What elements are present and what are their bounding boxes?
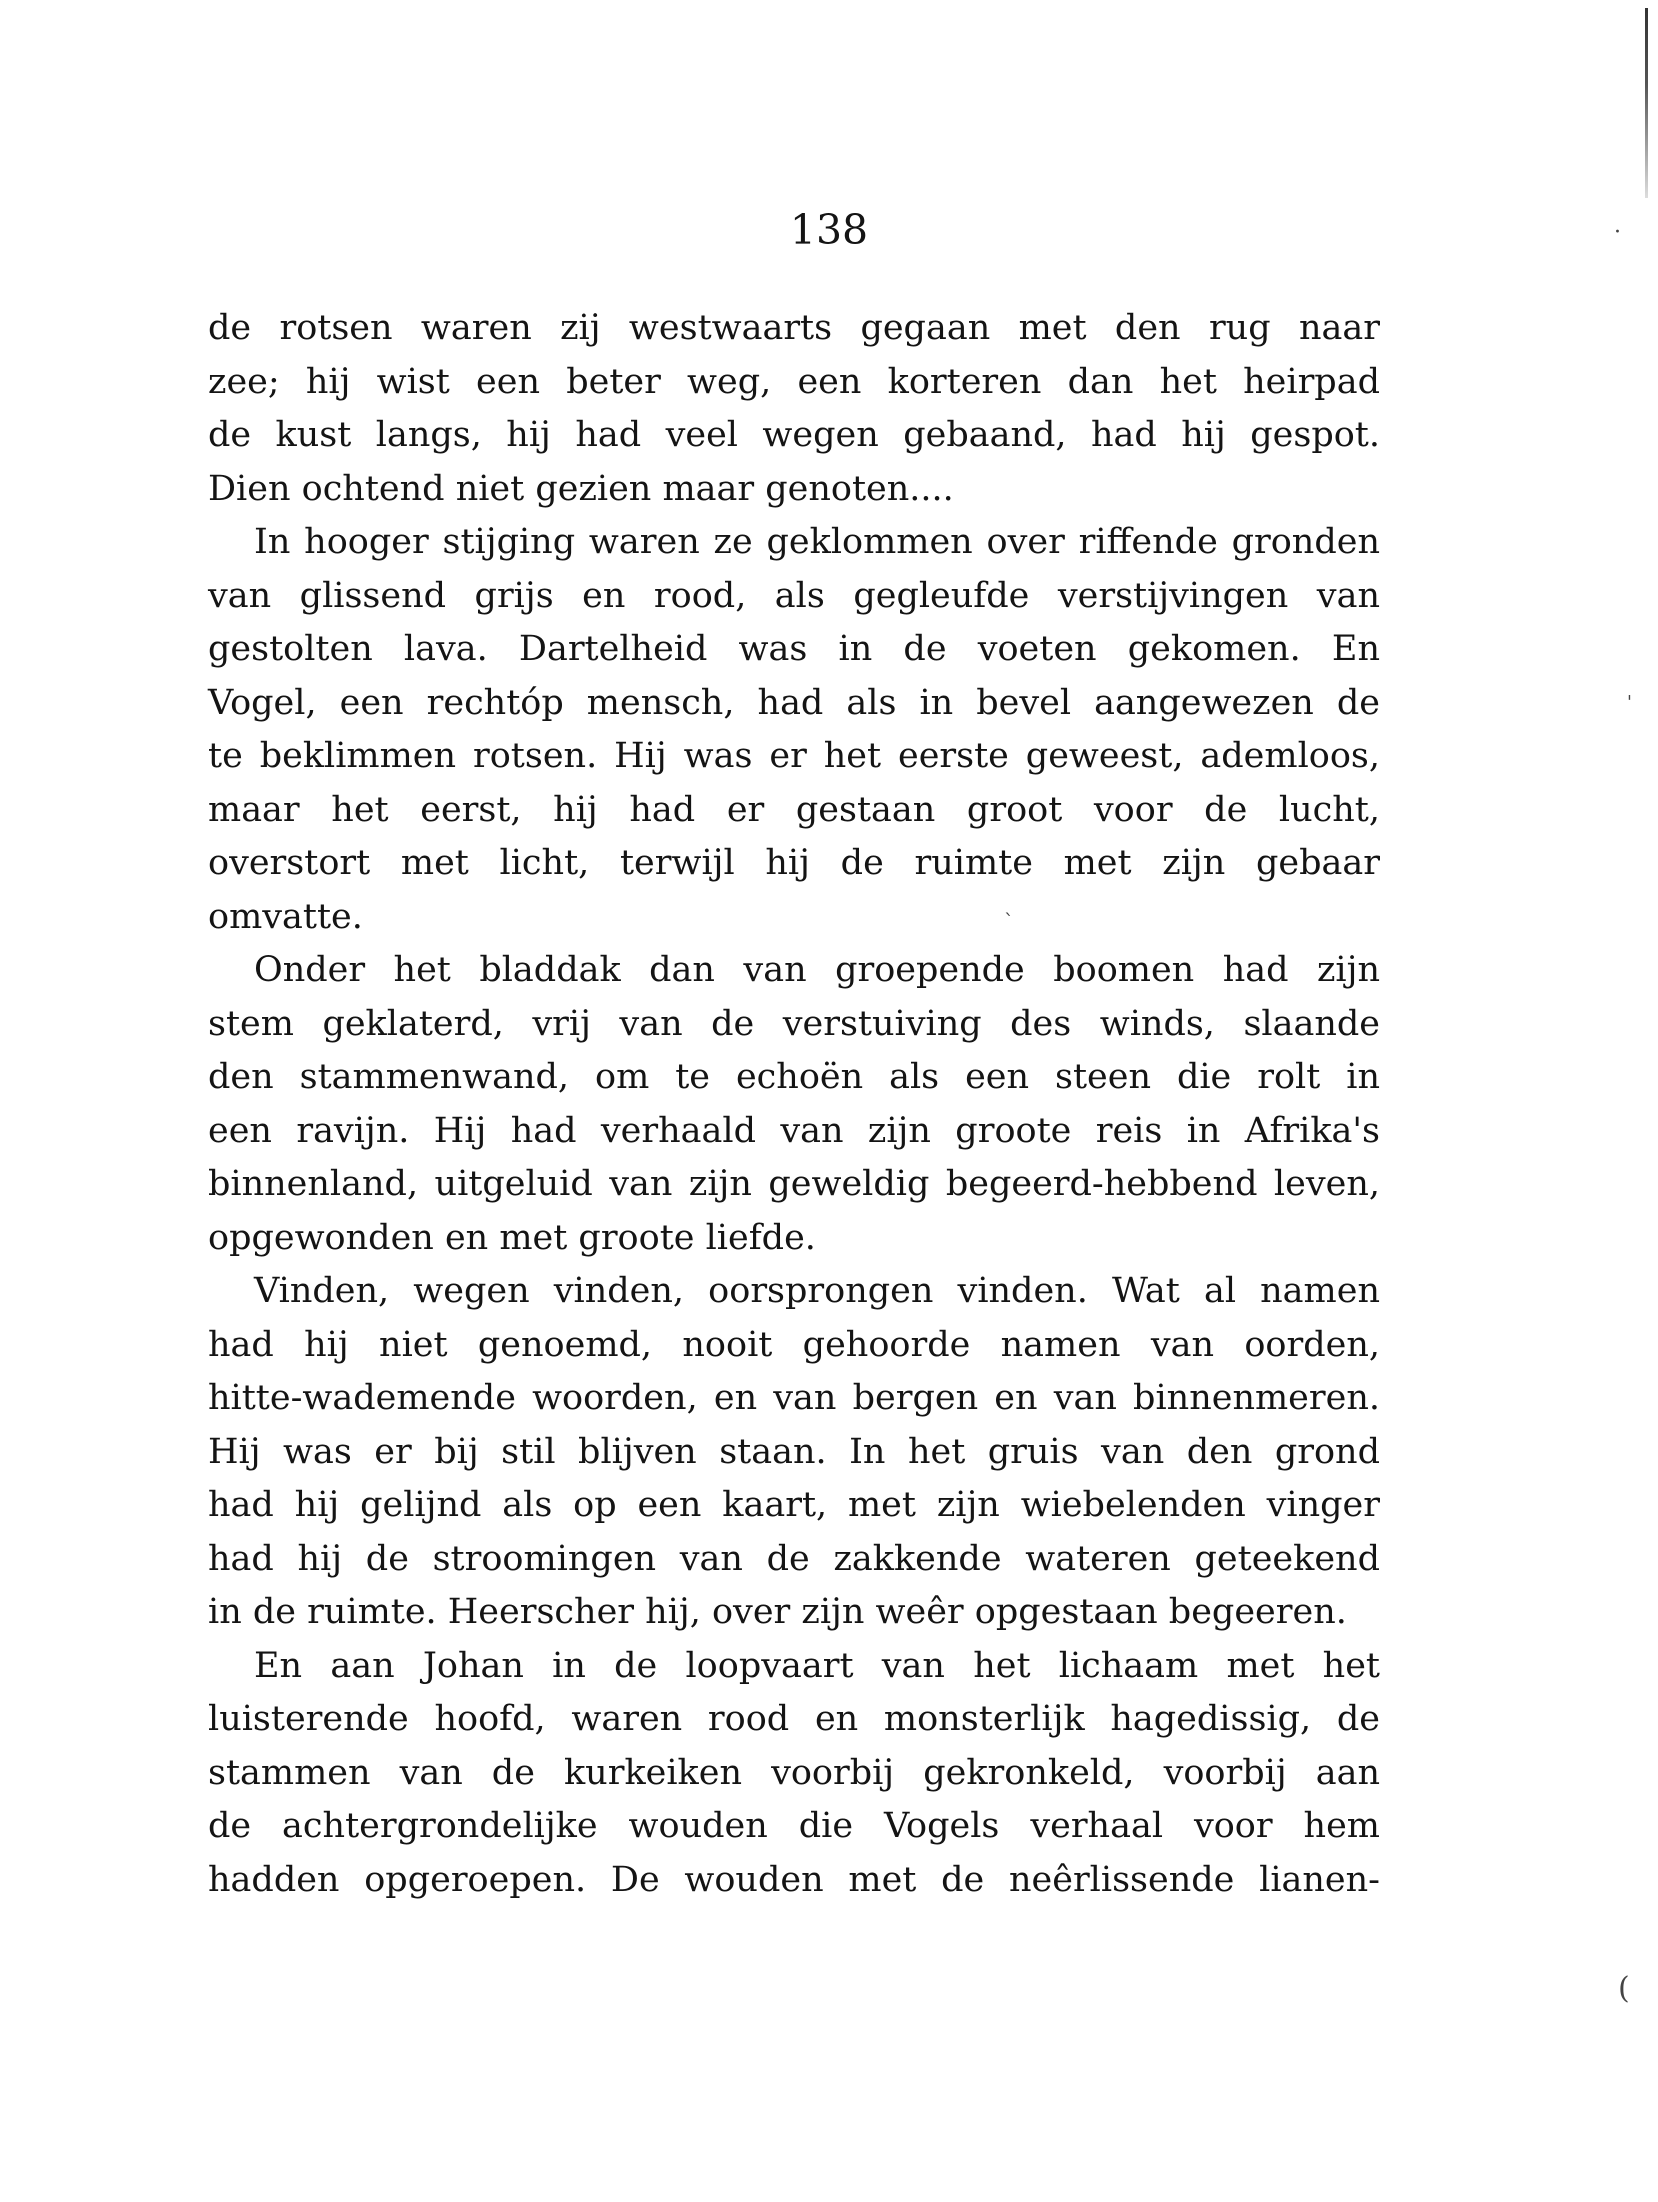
scan-speck: ·: [1614, 220, 1621, 245]
text-line: Vogel, een rechtóp mensch, had als in bevel aangewezen de: [208, 682, 1380, 723]
text-line: opgewonden en met groote liefde.: [208, 1217, 816, 1258]
text-line: Onder het bladdak dan van groepende boomen had zijn: [254, 950, 1380, 990]
page-number: 138: [789, 206, 869, 254]
text-line: overstort met licht, terwijl hij de ruimte met zijn gebaar: [208, 843, 1380, 883]
text-line: hadden opgeroepen. De wouden met de neêrlissende lianen-: [208, 1859, 1380, 1900]
text-line: En aan Johan in de loopvaart van het lichaam met het: [254, 1645, 1380, 1686]
text-line: stem geklaterd, vrij van de verstuiving des winds, slaande: [208, 1003, 1380, 1044]
text-line: van glissend grijs en rood, als gegleufde verstijvingen van: [208, 575, 1380, 616]
text-line: te beklimmen rotsen. Hij was er het eerste geweest, ademloos,: [208, 736, 1380, 776]
scan-speck: ': [1627, 692, 1632, 713]
text-line: zee; hij wist een beter weg, een korteren dan het heirpad: [208, 361, 1380, 402]
text-line: de achtergrondelijke wouden die Vogels verhaal voor hem: [208, 1806, 1380, 1846]
text-line: binnenland, uitgeluid van zijn geweldig begeerd-hebbend leven,: [208, 1164, 1380, 1204]
scan-edge-mark: [1645, 8, 1648, 198]
text-line: had hij niet genoemd, nooit gehoorde namen van oorden,: [208, 1324, 1380, 1365]
text-line: Vinden, wegen vinden, oorsprongen vinden. Wat al namen: [254, 1271, 1380, 1311]
text-line: gestolten lava. Dartelheid was in de voeten gekomen. En: [208, 629, 1380, 669]
text-line: maar het eerst, hij had er gestaan groot voor de lucht,: [208, 789, 1380, 830]
scan-speck: (: [1618, 1971, 1630, 2006]
text-line: Hij was er bij stil blijven staan. In het gruis van den grond: [208, 1431, 1380, 1472]
text-line: In hooger stijging waren ze geklommen over riffende gronden: [254, 522, 1380, 562]
text-line: de rotsen waren zij westwaarts gegaan met den rug naar: [208, 308, 1380, 348]
text-line: een ravijn. Hij had verhaald van zijn groote reis in Afrika's: [208, 1110, 1380, 1151]
scan-speck: ˋ: [1004, 909, 1014, 933]
text-line: had hij gelijnd als op een kaart, met zijn wiebelenden vinger: [208, 1485, 1380, 1525]
text-line: luisterende hoofd, waren rood en monsterlijk hagedissig, de: [208, 1699, 1380, 1739]
text-line: den stammenwand, om te echoën als een steen die rolt in: [208, 1057, 1380, 1097]
body-text: [208, 302, 1380, 1907]
text-line: de kust langs, hij had veel wegen gebaand, had hij gespot.: [208, 415, 1380, 455]
text-line: in de ruimte. Heerscher hij, over zijn weêr opgestaan begeeren.: [208, 1592, 1347, 1632]
text-line: stammen van de kurkeiken voorbij gekronkeld, voorbij aan: [208, 1752, 1380, 1793]
text-line: hitte-wademende woorden, en van bergen en van binnenmeren.: [208, 1378, 1380, 1418]
text-line: omvatte.: [208, 896, 363, 937]
text-line: had hij de stroomingen van de zakkende wateren geteekend: [208, 1538, 1380, 1579]
text-line: Dien ochtend niet gezien maar genoten....: [208, 468, 954, 509]
